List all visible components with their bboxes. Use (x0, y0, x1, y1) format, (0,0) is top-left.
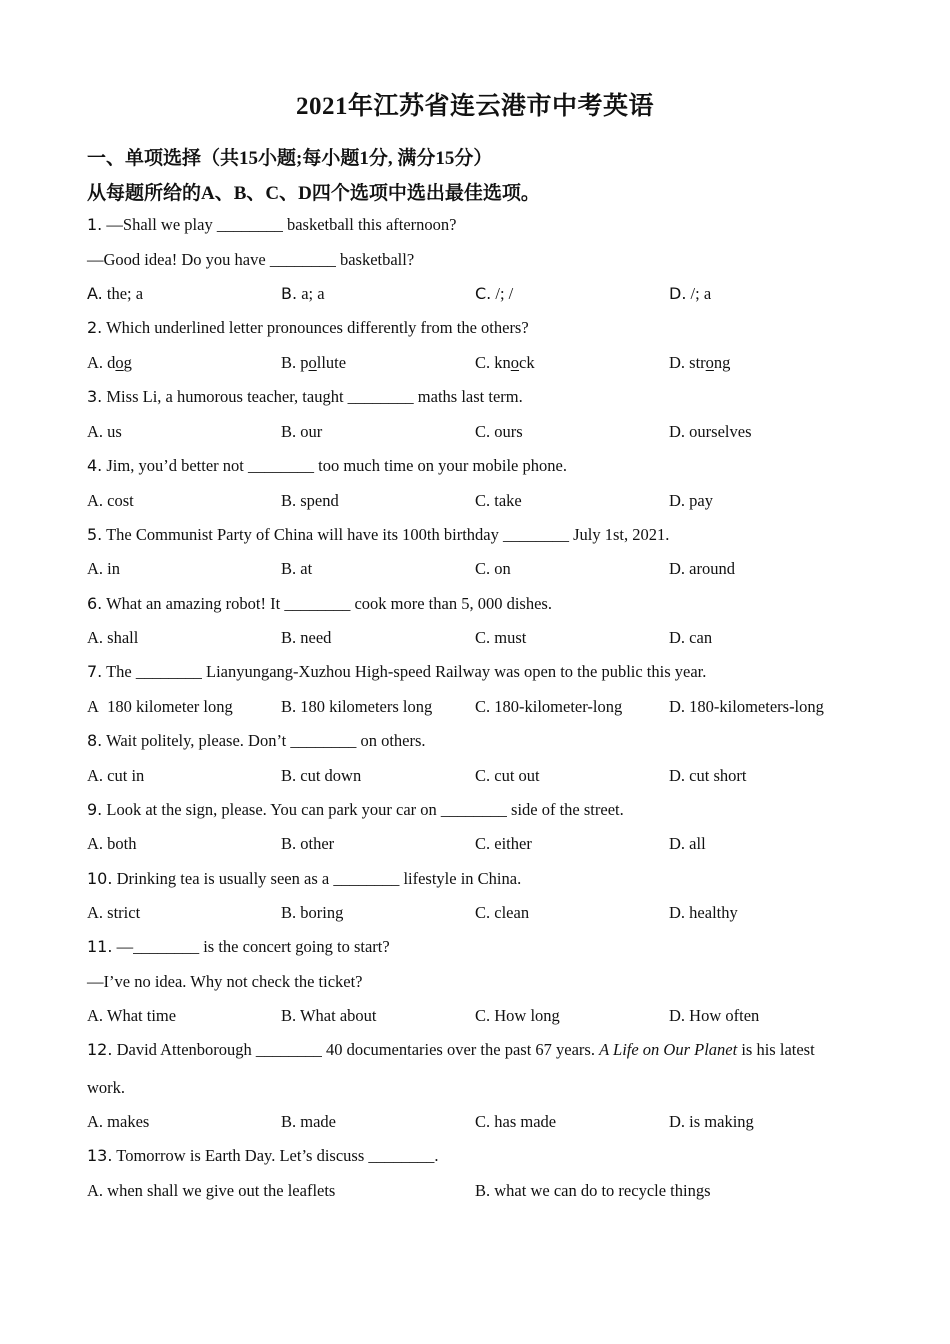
option-a[interactable]: A. makes (87, 1112, 150, 1131)
option-d[interactable]: D. cut short (669, 766, 747, 785)
option-b[interactable]: B. other (281, 834, 335, 853)
option-d[interactable]: D. pay (669, 491, 713, 510)
option-c[interactable]: C. clean (475, 903, 530, 922)
option-d[interactable]: D. can (669, 628, 713, 647)
option-d[interactable]: D. is making (669, 1112, 754, 1131)
question-10-stem (87, 869, 847, 889)
question-6-stem (87, 594, 847, 614)
option-a[interactable]: A. cost (87, 491, 134, 510)
question-text: Tomorrow is Earth Day. Let’s discuss ________. (116, 1146, 439, 1165)
option-b[interactable]: B. what we can do to recycle things (475, 1181, 711, 1200)
question-text: —Shall we play ________ basketball this afternoon? (106, 215, 457, 234)
option-b[interactable]: B. made (281, 1112, 336, 1131)
question-number: 6. (87, 594, 103, 613)
question-number: 4. (87, 456, 103, 475)
option-c[interactable]: C. /; / (475, 284, 514, 303)
option-d[interactable]: D. 180-kilometers-long (669, 697, 824, 716)
page-title: 2021年江苏省连云港市中考英语 (295, 93, 654, 120)
option-c[interactable]: C. 180-kilometer-long (475, 697, 623, 716)
question-text: —________ is the concert going to start? (116, 937, 390, 956)
option-a[interactable]: A. cut in (87, 766, 145, 785)
option-b[interactable]: B. spend (281, 491, 339, 510)
question-number: 3. (87, 387, 103, 406)
question-6-options (87, 628, 867, 652)
question-7-options (87, 697, 867, 721)
question-number: 13. (87, 1146, 113, 1165)
option-b[interactable]: B. boring (281, 903, 344, 922)
option-b[interactable]: B. What about (281, 1006, 377, 1025)
question-text: What an amazing robot! It ________ cook more than 5, 000 dishes. (106, 594, 552, 613)
question-2-options (87, 353, 867, 377)
question-12-options (87, 1112, 867, 1136)
option-d[interactable]: D. healthy (669, 903, 738, 922)
option-b[interactable]: B. cut down (281, 766, 362, 785)
question-2-stem (87, 318, 847, 338)
question-3-options (87, 422, 867, 446)
option-c[interactable]: C. on (475, 559, 511, 578)
option-a[interactable]: A. when shall we give out the leaflets (87, 1181, 336, 1200)
question-text: Look at the sign, please. You can park your car on ________ side of the street. (106, 800, 624, 819)
option-d[interactable]: D. strong (669, 353, 731, 372)
question-9-options (87, 834, 867, 858)
question-4-options (87, 491, 867, 515)
question-11-line-2: —I’ve no idea. Why not check the ticket? (87, 972, 363, 991)
question-text: The ________ Lianyungang-Xuzhou High-speed Railway was open to the public this year. (106, 662, 707, 681)
question-1-line-2: —Good idea! Do you have ________ basketball? (87, 250, 415, 269)
question-number: 2. (87, 318, 103, 337)
option-a[interactable]: A. dog (87, 353, 132, 372)
option-c[interactable]: C. ours (475, 422, 523, 441)
option-a[interactable]: A. us (87, 422, 122, 441)
question-text: Wait politely, please. Don’t ________ on others. (106, 731, 426, 750)
question-10-options (87, 903, 867, 927)
question-7-stem (87, 662, 847, 682)
option-a[interactable]: A. strict (87, 903, 141, 922)
question-number: 7. (87, 662, 103, 681)
option-c[interactable]: C. must (475, 628, 527, 647)
question-number: 8. (87, 731, 103, 750)
section-heading: 一、单项选择（共15小题;每小题1分, 满分15分） (87, 148, 493, 169)
option-a[interactable]: A. What time (87, 1006, 177, 1025)
question-9-stem (87, 800, 847, 820)
option-c[interactable]: C. cut out (475, 766, 540, 785)
question-3-stem (87, 387, 847, 407)
option-b[interactable]: B. pollute (281, 353, 347, 372)
option-d[interactable]: D. all (669, 834, 706, 853)
option-b[interactable]: B. need (281, 628, 332, 647)
question-1-options (87, 284, 867, 308)
option-d[interactable]: D. /; a (669, 284, 712, 303)
question-number: 5. (87, 525, 103, 544)
option-d[interactable]: D. How often (669, 1006, 760, 1025)
option-d[interactable]: D. around (669, 559, 735, 578)
option-a[interactable]: A 180 kilometer long (87, 697, 233, 716)
option-c[interactable]: C. either (475, 834, 532, 853)
option-c[interactable]: C. How long (475, 1006, 560, 1025)
question-13-stem (87, 1146, 847, 1166)
question-4-stem (87, 456, 847, 476)
question-12-stem: 12. David Attenborough ________ 40 documentaries over the past 67 years. A Life on Our Planet is his latest (87, 1040, 815, 1059)
section-instruction: 从每题所给的A、B、C、D四个选项中选出最佳选项。 (87, 183, 540, 204)
question-text: The Communist Party of China will have its 100th birthday ________ July 1st, 2021. (106, 525, 670, 544)
option-b[interactable]: B. a; a (281, 284, 325, 303)
option-b[interactable]: B. our (281, 422, 323, 441)
question-text: Miss Li, a humorous teacher, taught ________ maths last term. (106, 387, 523, 406)
question-12-line-2: work. (87, 1078, 126, 1097)
option-c[interactable]: C. take (475, 491, 522, 510)
question-text: Jim, you’d better not ________ too much time on your mobile phone. (106, 456, 567, 475)
question-13-options (87, 1181, 867, 1205)
question-number: 9. (87, 800, 103, 819)
option-a[interactable]: A. shall (87, 628, 139, 647)
option-b[interactable]: B. 180 kilometers long (281, 697, 433, 716)
question-number: 11. (87, 937, 113, 956)
option-c[interactable]: C. knock (475, 353, 535, 372)
question-text: Drinking tea is usually seen as a ________ lifestyle in China. (116, 869, 522, 888)
book-title: A Life on Our Planet (599, 1040, 738, 1059)
option-b[interactable]: B. at (281, 559, 313, 578)
question-8-options (87, 766, 867, 790)
question-8-stem (87, 731, 847, 751)
option-a[interactable]: A. the; a (87, 284, 144, 303)
option-a[interactable]: A. both (87, 834, 137, 853)
question-number: 10. (87, 869, 113, 888)
question-number: 1. (87, 215, 103, 234)
question-11-options (87, 1006, 867, 1030)
question-5-options (87, 559, 867, 583)
question-5-stem (87, 525, 847, 545)
question-text: Which underlined letter pronounces differently from the others? (106, 318, 529, 337)
option-a[interactable]: A. in (87, 559, 121, 578)
question-1-stem (87, 215, 847, 235)
question-11-stem (87, 937, 847, 957)
option-c[interactable]: C. has made (475, 1112, 557, 1131)
question-number: 12. (87, 1040, 113, 1059)
option-d[interactable]: D. ourselves (669, 422, 752, 441)
